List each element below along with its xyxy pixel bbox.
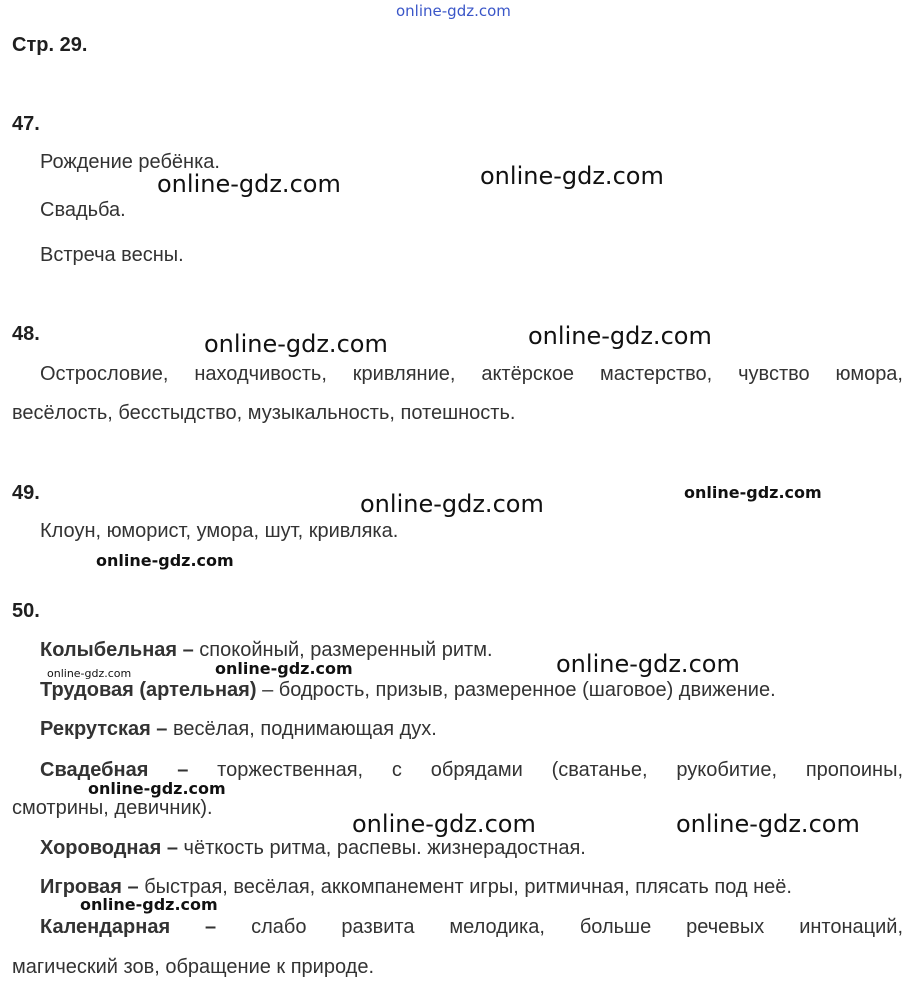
watermark: online-gdz.com	[96, 551, 234, 570]
watermark: online-gdz.com	[480, 162, 664, 190]
song-type-term: Колыбельная –	[40, 639, 194, 661]
song-type-term: Хороводная –	[40, 837, 178, 859]
task-49-number: 49.	[12, 482, 40, 504]
song-type-desc: весёлая, поднимающая дух.	[167, 718, 437, 740]
watermark: online-gdz.com	[80, 895, 218, 914]
watermark: online-gdz.com	[215, 659, 353, 678]
task-47-line: Рождение ребёнка.	[40, 151, 220, 173]
task-50-number: 50.	[12, 600, 40, 622]
song-type-item	[40, 837, 586, 860]
watermark: online-gdz.com	[88, 779, 226, 798]
page-label: Стр. 29.	[12, 34, 88, 56]
watermark: online-gdz.com	[352, 810, 536, 838]
song-type-desc: спокойный, размеренный ритм.	[193, 639, 493, 661]
song-type-item	[40, 916, 903, 939]
task-48-number: 48.	[12, 323, 40, 345]
song-type-item	[40, 679, 776, 702]
song-type-term: Рекрутская –	[40, 718, 168, 740]
watermark: online-gdz.com	[360, 490, 544, 518]
task-47-line: Свадьба.	[40, 199, 126, 221]
watermark: online-gdz.com	[528, 322, 712, 350]
task-48-line: Острословие, находчивость, кривляние, актёрское мастерство, чувство юмора,	[40, 363, 903, 385]
task-47-number: 47.	[12, 113, 40, 135]
watermark: online-gdz.com	[157, 170, 341, 198]
watermark: online-gdz.com	[47, 667, 132, 680]
song-type-desc: торжественная, с обрядами (сватанье, рукобитие, пропоины,	[188, 759, 903, 781]
song-type-term: Трудовая (артельная)	[40, 679, 257, 701]
song-type-term: Календарная –	[40, 916, 217, 938]
song-type-continuation: магический зов, обращение к природе.	[12, 956, 375, 978]
song-type-desc: чёткость ритма, распевы. жизнерадостная.	[177, 837, 586, 859]
song-type-continuation: смотрины, девичник).	[12, 797, 213, 819]
song-type-desc: – бодрость, призыв, размеренное (шаговое) движение.	[256, 679, 776, 701]
song-type-item	[40, 718, 437, 741]
song-type-term: Свадебная –	[40, 759, 189, 781]
song-type-term: Игровая –	[40, 876, 139, 898]
song-type-desc: быстрая, весёлая, аккомпанемент игры, ритмичная, плясать под неё.	[138, 876, 792, 898]
task-47-line: Встреча весны.	[40, 244, 184, 266]
watermark: online-gdz.com	[204, 330, 388, 358]
watermark-top: online-gdz.com	[396, 2, 511, 20]
task-49-line: Клоун, юморист, умора, шут, кривляка.	[40, 520, 399, 542]
song-type-desc: слабо развита мелодика, больше речевых интонаций,	[216, 916, 904, 938]
watermark: online-gdz.com	[684, 483, 822, 502]
watermark: online-gdz.com	[556, 650, 740, 678]
task-48-line: весёлость, бесстыдство, музыкальность, потешность.	[12, 402, 516, 424]
watermark: online-gdz.com	[676, 810, 860, 838]
